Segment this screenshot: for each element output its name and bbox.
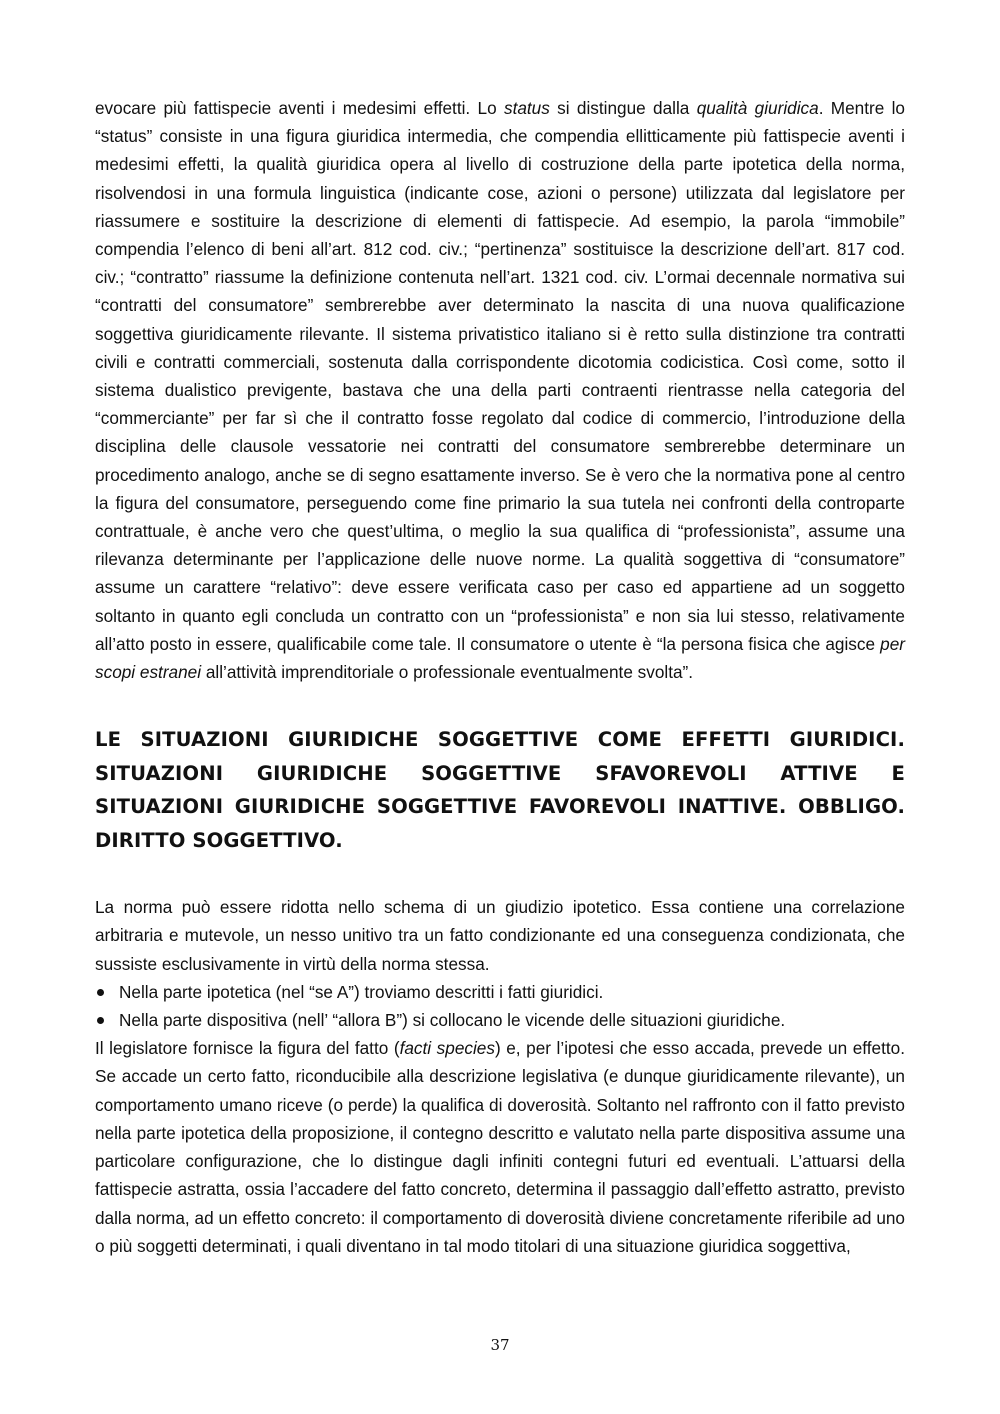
paragraph-legislatore	[95, 1034, 905, 1260]
text-segment: evocare più fattispecie aventi i medesimi effetti. Lo	[95, 98, 504, 118]
bullet-text: Nella parte ipotetica (nel “se A”) troviamo descritti i fatti giuridici.	[119, 981, 604, 1002]
bullet-list	[95, 978, 905, 1034]
bullet-item	[95, 1006, 905, 1034]
bullet-icon	[97, 1017, 104, 1024]
page-number: 37	[490, 1336, 510, 1354]
text-segment: Il legislatore fornisce la figura del fatto (	[95, 1038, 400, 1059]
paragraph-norma: La norma può essere ridotta nello schema di un giudizio ipotetico. Essa contiene una correlazione arbitraria e mutevole, un nesso unitivo tra un fatto condizionante ed una conseguenza condizionata, che sussiste esclusivamente in virtù della norma stessa.	[95, 897, 905, 974]
section-heading: LE SITUAZIONI GIURIDICHE SOGGETTIVE COME EFFETTI GIURIDICI. SITUAZIONI GIURIDICHE SOGGETTIVE SFAVOREVOLI ATTIVE E SITUAZIONI GIURIDICHE SOGGETTIVE FAVOREVOLI INATTIVE. OBBLIGO. DIRITTO SOGGETTIVO.	[95, 728, 905, 852]
italic-term-status: status	[503, 98, 550, 118]
italic-term-facti-species: facti species	[399, 1038, 495, 1059]
paragraph-status	[95, 94, 905, 686]
text-segment: ) e, per l’ipotesi che esso accada, prevede un effetto. Se accade un certo fatto, riconducibile alla descrizione legislativa (e dunque giuridicamente rilevante), un comportamento umano riceve (o perde) la qualifica di doverosità. Soltanto nel raffronto con il fatto previsto nella parte ipotetica della proposizione, il contegno descritto e valutato nella parte dispositiva assume una particolare configurazione, che lo distingue dagli infiniti contegni futuri ed eventuali. L’attuarsi della fattispecie astratta, ossia l’accadere del fatto concreto, determina il passaggio dall’effetto astratto, previsto dalla norma, ad un effetto concreto: il comportamento di doverosità diviene concretamente riferibile ad uno o più soggetti determinati, i quali diventano in tal modo titolari di una situazione giuridica soggettiva,	[95, 1038, 905, 1256]
bullet-icon	[97, 989, 104, 996]
bullet-item	[95, 978, 905, 1006]
text-segment: . Mentre lo “status” consiste in una figura giuridica intermedia, che compendia ellitticamente più fattispecie aventi i medesimi effetti, la qualità giuridica opera al livello di costruzione della parte ipotetica della norma, risolvendosi in una formula linguistica (indicante cose, azioni o persone) utilizzata dal legislatore per riassumere e sostituire la descrizione di elementi di fattispecie. Ad esempio, la parola “immobile” compendia l’elenco di beni all’art. 812 cod. civ.; “pertinenza” sostituisce la descrizione dell’art. 817 cod. civ.; “contratto” riassume la definizione contenuta nell’art. 1321 cod. civ. L’ormai decennale normativa sui “contratti del consumatore” sembrerebbe aver determinato la nascita di una nuova qualificazione soggettiva giuridicamente rilevante. Il sistema privatistico italiano si è retto sulla distinzione tra contratti civili e contratti commerciali, sostenuta dalla corrispondente dicotomia codicistica. Così come, sotto il sistema dualistico previgente, bastava che una della parti contraenti rientrasse nella categoria del “commerciante” per far sì che il contratto fosse regolato dal codice di commercio, l’introduzione della disciplina delle clausole vessatorie nei contratti del consumatore sembrerebbe determinare un procedimento analogo, anche se di segno esattamente inverso. Se è vero che la normativa pone al centro la figura del consumatore, perseguendo come fine primario la sua tutela nei confronti della controparte contrattuale, è anche vero che quest’ultima, o meglio la sua qualifica di “professionista”, assume una rilevanza determinante per l’applicazione delle nuove norme. La qualità soggettiva di “consumatore” assume un carattere “relativo”: deve essere verificata caso per caso ed appartiene ad un soggetto soltanto in quanto egli concluda un contratto con un “professionista” e non sia lui stesso, relativamente all’atto posto in essere, qualificabile come tale. Il consumatore o utente è “la persona fisica che agisce	[95, 98, 905, 654]
italic-term-qualita-giuridica: qualità giuridica	[696, 98, 819, 118]
page-content	[95, 94, 905, 1260]
italic-term-per-scopi-estranei: per scopi estranei	[95, 633, 905, 683]
text-segment: all’attività imprenditoriale o professionale eventualmente svolta”.	[201, 662, 694, 683]
text-segment: si distingue dalla	[549, 98, 697, 118]
bullet-text: Nella parte dispositiva (nell’ “allora B”) si collocano le vicende delle situazioni giuridiche.	[119, 1010, 786, 1031]
